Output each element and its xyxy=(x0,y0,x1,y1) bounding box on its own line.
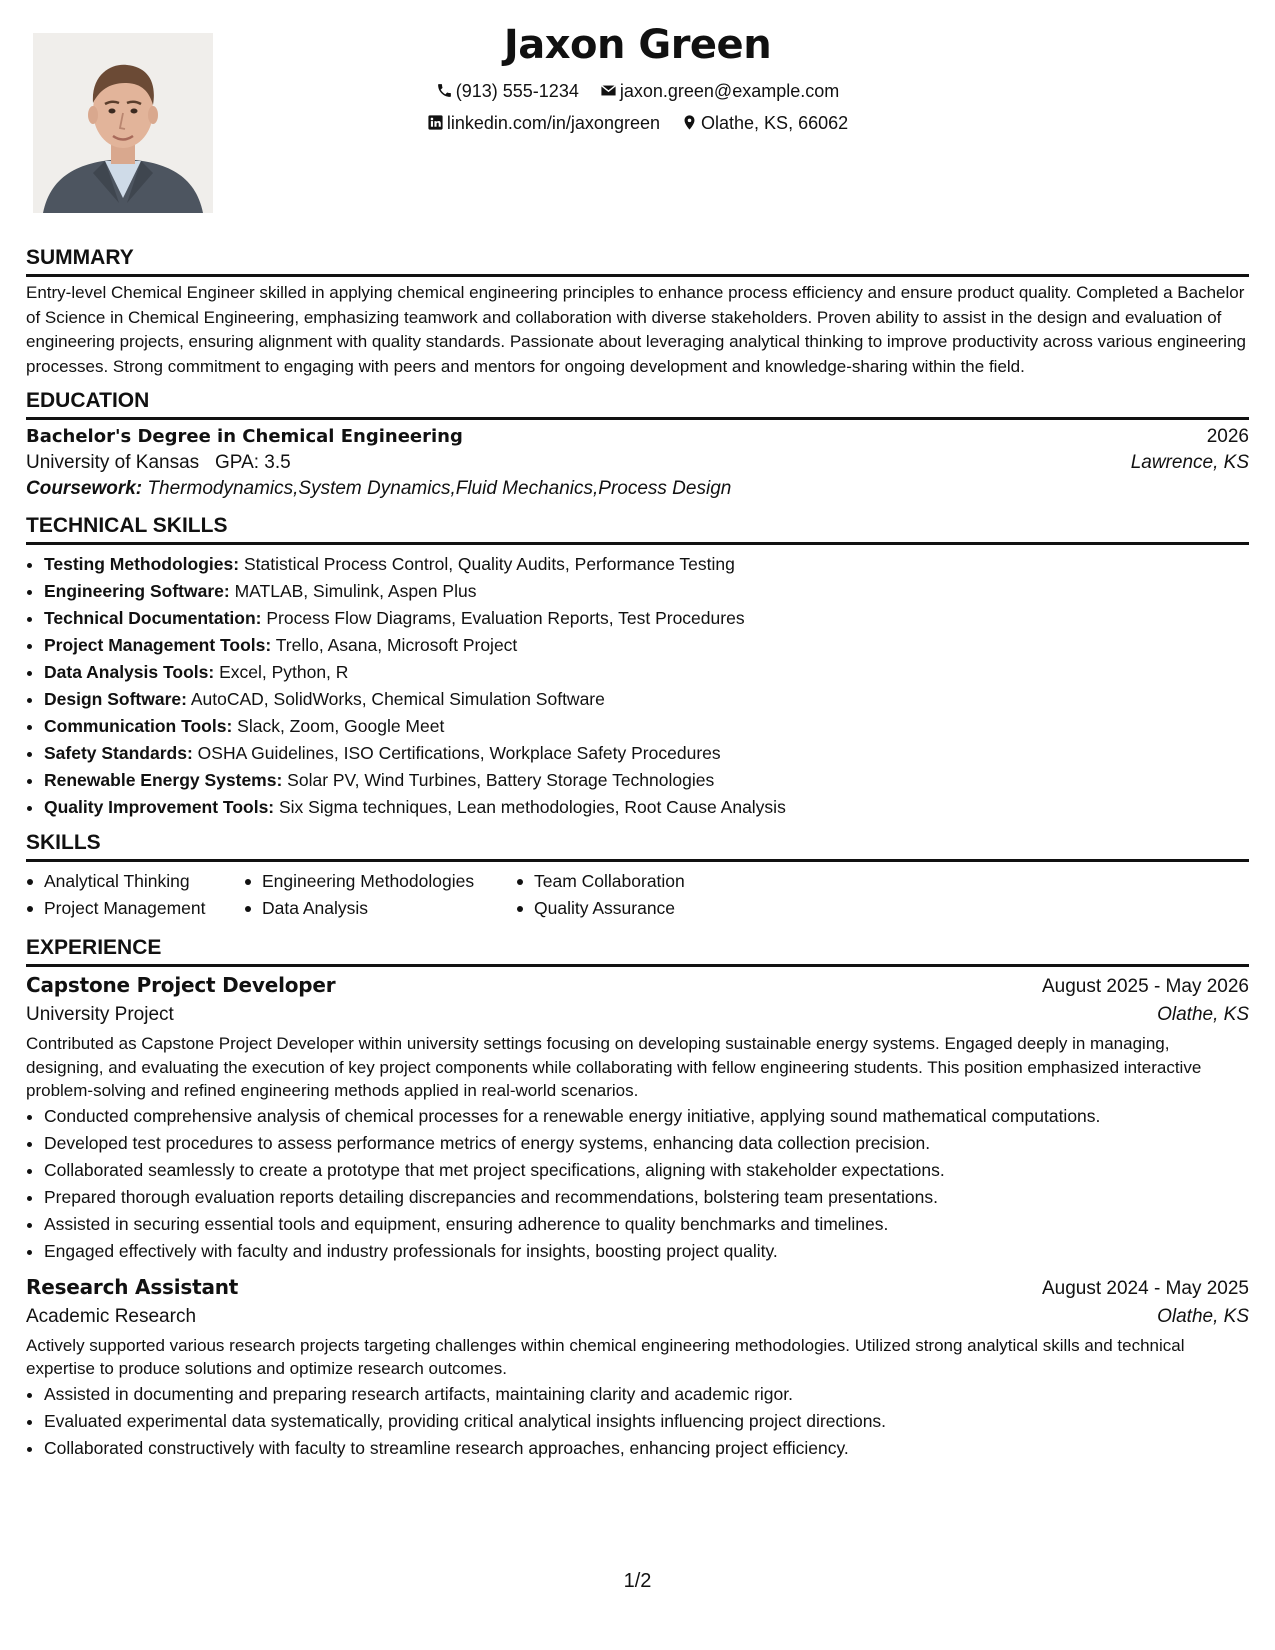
list-item: • Collaborated constructively with faculty to streamline research approaches, enhancing project efficiency. xyxy=(44,1435,1249,1462)
envelope-icon xyxy=(600,82,617,99)
education-row-1 xyxy=(26,426,1249,448)
list-item xyxy=(44,632,1249,659)
skill-item: Team Collaboration xyxy=(516,868,776,895)
job-org: University Project xyxy=(26,1004,174,1025)
job-2-org-row xyxy=(26,1306,1249,1328)
experience-heading: EXPERIENCE xyxy=(26,936,1249,967)
list-item xyxy=(44,605,1249,632)
school-name: University of Kansas xyxy=(26,452,200,473)
list-item: • Developed test procedures to assess performance metrics of energy systems, enhancing data collection precision. xyxy=(44,1130,1249,1157)
job-title: Research Assistant xyxy=(26,1274,239,1299)
skill-value: MATLAB, Simulink, Aspen Plus xyxy=(234,581,477,601)
skill-value: Solar PV, Wind Turbines, Battery Storage Technologies xyxy=(287,770,715,790)
list-item: • Assisted in securing essential tools and equipment, ensuring adherence to quality benchmarks and timelines. xyxy=(44,1211,1249,1238)
coursework-label: Coursework: xyxy=(26,478,143,499)
job-location: Olathe, KS xyxy=(1157,1305,1249,1327)
summary-text: Entry-level Chemical Engineer skilled in applying chemical engineering principles to enhance process efficiency and ensure product quality. Completed a Bachelor of Science in Chemical Engineering, emphasizing teamwork and collaboration with diverse stakeholders. Proven ability to assist in the design and evaluation of engineering projects, ensuring alignment with quality standards. Passionate about leveraging analytical thinking to improve productivity across various engineering processes. Strong commitment to engaging with peers and mentors for ongoing development and knowledge-sharing within the field. xyxy=(26,283,1246,376)
list-item: • Conducted comprehensive analysis of chemical processes for a renewable energy initiative, applying sound mathematical computations. xyxy=(44,1103,1249,1130)
job-2-title-row xyxy=(26,1275,1249,1300)
skill-label: Quality Improvement Tools: xyxy=(44,797,275,817)
skill-item: Data Analysis xyxy=(244,895,516,922)
list-item: • Assisted in documenting and preparing research artifacts, maintaining clarity and academic rigor. xyxy=(44,1381,1249,1408)
list-item: • Collaborated seamlessly to create a prototype that met project specifications, aligning with stakeholder expectations. xyxy=(44,1157,1249,1184)
skill-label: Engineering Software: xyxy=(44,581,230,601)
skill-item: Quality Assurance xyxy=(516,895,776,922)
skill-label: Data Analysis Tools: xyxy=(44,662,215,682)
skill-value: Trello, Asana, Microsoft Project xyxy=(275,635,518,655)
job-location: Olathe, KS xyxy=(1157,1004,1249,1025)
coursework xyxy=(26,478,1249,500)
location-contact xyxy=(681,113,848,134)
list-item xyxy=(44,740,1249,767)
job-description: Actively supported various research projects targeting challenges within chemical engineering methodologies. Utilized strong analytical skills and technical expertise to produce solutions and optimize research outcomes. xyxy=(26,1335,1185,1378)
gpa: GPA: 3.5 xyxy=(215,452,291,473)
list-item xyxy=(44,686,1249,713)
skills-heading: SKILLS xyxy=(26,831,1249,862)
list-item xyxy=(44,794,1249,821)
skill-value: Six Sigma techniques, Lean methodologies, Root Cause Analysis xyxy=(279,797,786,817)
map-pin-icon xyxy=(681,114,698,131)
linkedin-contact[interactable] xyxy=(427,113,660,134)
skill-value: Slack, Zoom, Google Meet xyxy=(237,716,445,736)
job-1-org-row xyxy=(26,1004,1249,1026)
email-text: jaxon.green@example.com xyxy=(619,81,840,101)
skill-value: AutoCAD, SolidWorks, Chemical Simulation Software xyxy=(190,689,605,709)
location-text: Olathe, KS, 66062 xyxy=(701,113,849,133)
list-item: • Prepared thorough evaluation reports detailing discrepancies and recommendations, bolstering team presentations. xyxy=(44,1184,1249,1211)
technical-skills-heading: TECHNICAL SKILLS xyxy=(26,514,1249,545)
skill-label: Design Software: xyxy=(44,689,187,709)
skill-label: Project Management Tools: xyxy=(44,635,272,655)
phone-icon xyxy=(436,82,453,99)
skill-value: Process Flow Diagrams, Evaluation Reports, Test Procedures xyxy=(266,608,745,628)
list-item xyxy=(44,767,1249,794)
phone-text: (913) 555-1234 xyxy=(455,81,579,101)
contact-line-2 xyxy=(0,113,1275,134)
summary-heading: SUMMARY xyxy=(26,246,1249,277)
list-item xyxy=(44,578,1249,605)
contact-line-1 xyxy=(0,81,1275,102)
phone-contact[interactable] xyxy=(436,81,579,102)
skill-label: Communication Tools: xyxy=(44,716,233,736)
skill-value: Statistical Process Control, Quality Audits, Performance Testing xyxy=(243,554,735,574)
skill-value: Excel, Python, R xyxy=(219,662,349,682)
candidate-name: Jaxon Green xyxy=(503,22,772,68)
degree-title: Bachelor's Degree in Chemical Engineering xyxy=(26,426,463,447)
skill-label: Technical Documentation: xyxy=(44,608,262,628)
job-title: Capstone Project Developer xyxy=(26,973,336,997)
list-item: • Engaged effectively with faculty and industry professionals for insights, boosting project quality. xyxy=(44,1238,1249,1265)
skill-item: Engineering Methodologies xyxy=(244,868,516,895)
education-heading: EDUCATION xyxy=(26,389,1249,420)
skill-label: Safety Standards: xyxy=(44,743,193,763)
graduation-year: 2026 xyxy=(1206,426,1249,447)
school-location: Lawrence, KS xyxy=(1130,452,1249,473)
linkedin-text: linkedin.com/in/jaxongreen xyxy=(446,113,660,133)
skill-item: Project Management xyxy=(26,895,244,922)
skill-item: Analytical Thinking xyxy=(26,868,244,895)
job-dates: August 2024 - May 2025 xyxy=(1041,1277,1249,1299)
job-description: Contributed as Capstone Project Developer within university settings focusing on developing sustainable energy systems. Engaged deeply in managing, designing, and evaluating the execution of key project components while collaborating with fellow engineering students. This position emphasized interactive problem-solving and refined engineering methods applied in real-world scenarios. xyxy=(26,1034,1202,1100)
list-item xyxy=(44,659,1249,686)
skill-label: Testing Methodologies: xyxy=(44,554,240,574)
list-item: • Evaluated experimental data systematically, providing critical analytical insights influencing project directions. xyxy=(44,1408,1249,1435)
education-row-2 xyxy=(26,452,1249,474)
linkedin-icon xyxy=(427,114,444,131)
resume-content xyxy=(26,240,1249,1462)
skill-value: OSHA Guidelines, ISO Certifications, Workplace Safety Procedures xyxy=(197,743,721,763)
list-item xyxy=(44,713,1249,740)
technical-skills-list xyxy=(26,551,1249,821)
email-contact[interactable] xyxy=(600,81,839,102)
skill-label: Renewable Energy Systems: xyxy=(44,770,283,790)
coursework-list: Thermodynamics,System Dynamics,Fluid Mechanics,Process Design xyxy=(147,478,732,499)
skills-grid xyxy=(26,868,1249,922)
page-number: 1/2 xyxy=(623,1570,652,1592)
job-1-bullets xyxy=(26,1103,1249,1265)
list-item xyxy=(44,551,1249,578)
job-1-title-row xyxy=(26,973,1249,998)
job-dates: August 2025 - May 2026 xyxy=(1041,976,1249,997)
job-org: Academic Research xyxy=(26,1305,197,1327)
school-info xyxy=(26,452,291,474)
job-2-bullets xyxy=(26,1381,1249,1462)
